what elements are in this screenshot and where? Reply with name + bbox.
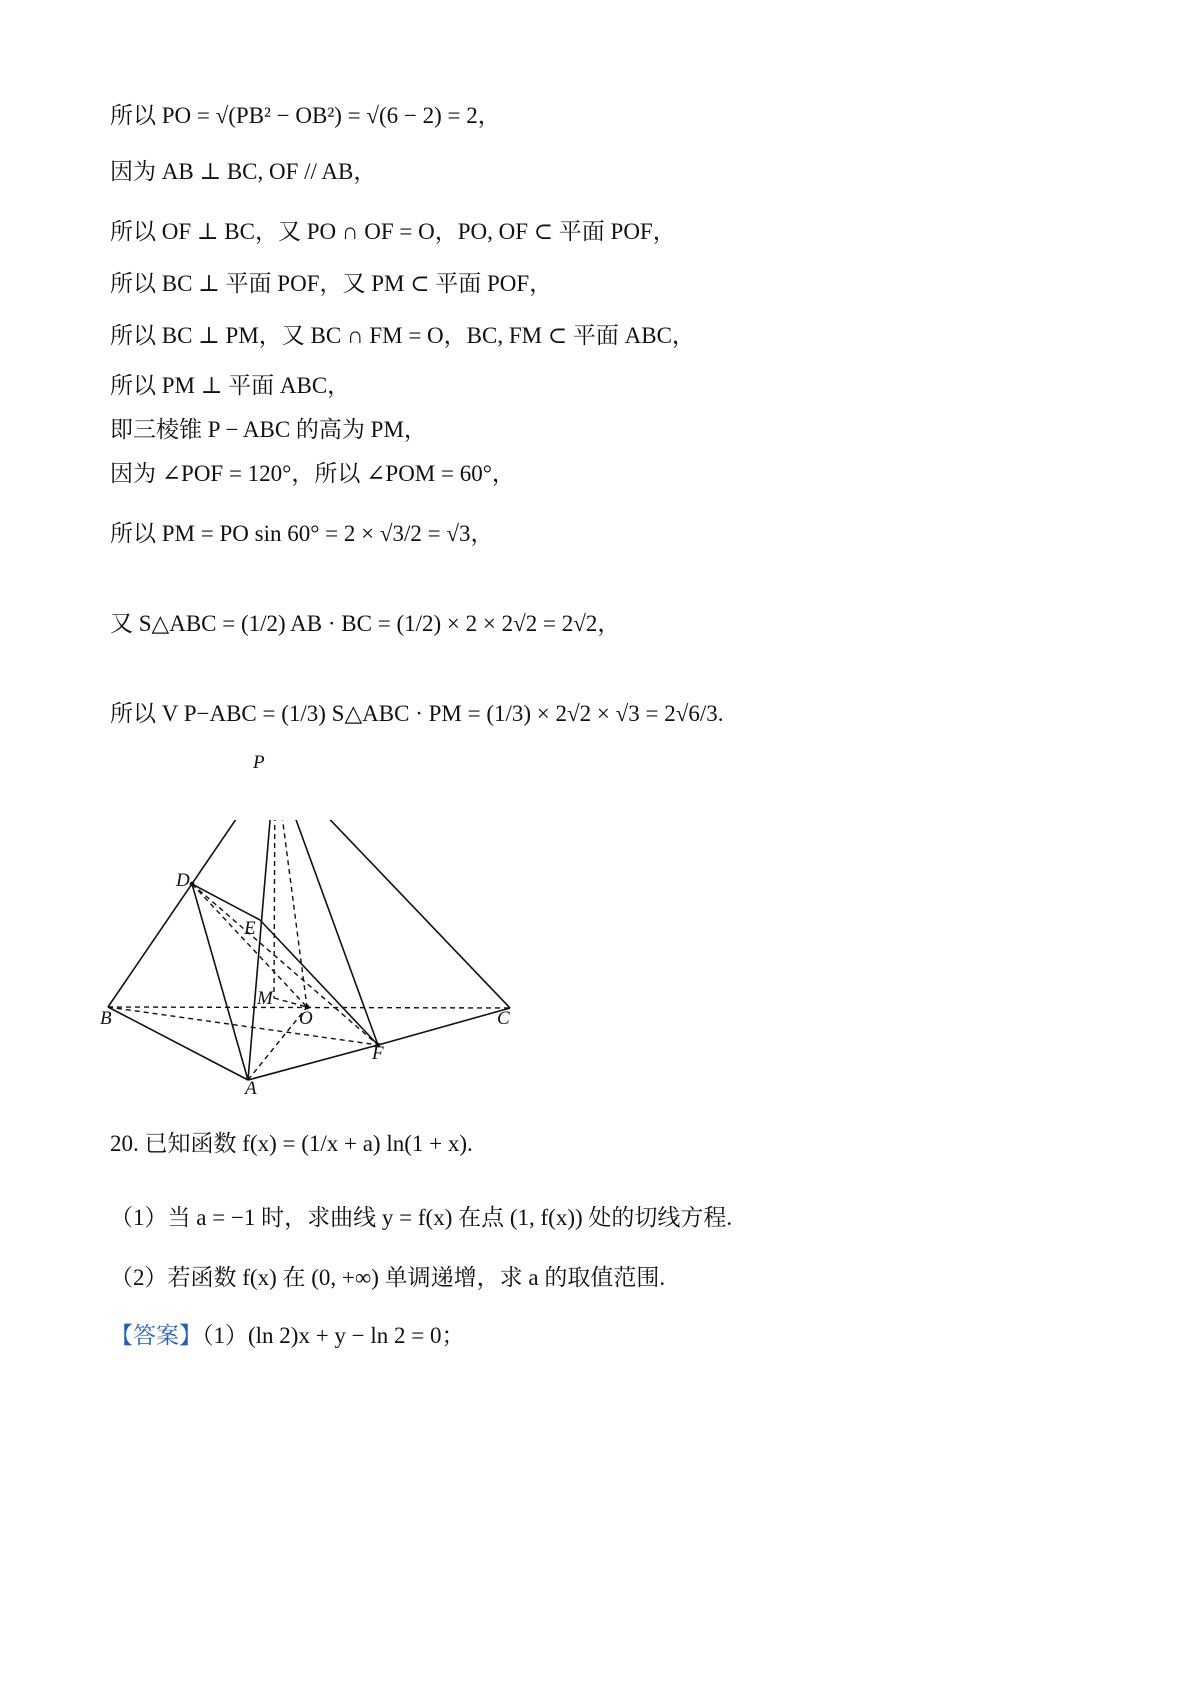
label-F: F [372, 1043, 384, 1064]
dash-MO [274, 998, 307, 1007]
label-A: A [245, 1078, 257, 1099]
pyramid-figure [100, 820, 580, 1120]
label-C: C [497, 1008, 510, 1029]
edge-PC [275, 820, 510, 1008]
edge-DE [192, 884, 260, 920]
answer-text: （1）(ln 2)x + y − ln 2 = 0； [202, 1323, 465, 1348]
label-M: M [257, 988, 273, 1009]
label-P: P [253, 752, 265, 773]
solution-line-1: 所以 PO = √(PB² − OB²) = √(6 − 2) = 2， [110, 103, 501, 128]
solution-line-8: 因为 ∠POF = 120°，所以 ∠POM = 60°， [110, 461, 515, 486]
dash-DF [192, 884, 378, 1045]
solution-line-9: 所以 PM = PO sin 60° = 2 × √3/2 = √3， [110, 521, 494, 546]
edge-EF [260, 920, 378, 1045]
label-D: D [176, 870, 190, 891]
solution-line-5: 所以 BC ⊥ PM，又 BC ∩ FM = O，BC, FM ⊂ 平面 ABC， [110, 323, 695, 348]
problem-part-2: （2）若函数 f(x) 在 (0, +∞) 单调递增，求 a 的取值范围. [110, 1265, 666, 1290]
solution-line-2: 因为 AB ⊥ BC, OF // AB， [110, 159, 377, 184]
answer-tag: 【答案】 [110, 1323, 202, 1348]
edge-AF [248, 1045, 378, 1080]
edge-PA [248, 820, 275, 1080]
solution-line-11: 所以 V P−ABC = (1/3) S△ABC · PM = (1/3) × 2√2 × √3 = 2√6/3. [110, 701, 724, 726]
edge-PB [108, 820, 275, 1007]
solution-line-6: 所以 PM ⊥ 平面 ABC， [110, 373, 351, 398]
edge-BA [108, 1007, 248, 1080]
problem-statement: 20. 已知函数 f(x) = (1/x + a) ln(1 + x). [110, 1131, 473, 1156]
solution-line-10: 又 S△ABC = (1/2) AB · BC = (1/2) × 2 × 2√2 = 2√2， [110, 611, 621, 636]
problem-part-1: （1）当 a = −1 时，求曲线 y = f(x) 在点 (1, f(x)) 处的切线方程. [110, 1205, 733, 1230]
dash-BF [108, 1007, 378, 1045]
answer-line [110, 1322, 465, 1350]
label-O: O [299, 1008, 313, 1029]
solution-line-3: 所以 OF ⊥ BC，又 PO ∩ OF = O，PO, OF ⊂ 平面 POF， [110, 219, 676, 244]
solution-line-4: 所以 BC ⊥ 平面 POF，又 PM ⊂ 平面 POF， [110, 271, 553, 296]
label-E: E [244, 918, 256, 939]
edge-FC [378, 1008, 510, 1045]
label-B: B [100, 1008, 112, 1029]
solution-line-7: 即三棱锥 P − ABC 的高为 PM， [110, 417, 427, 442]
